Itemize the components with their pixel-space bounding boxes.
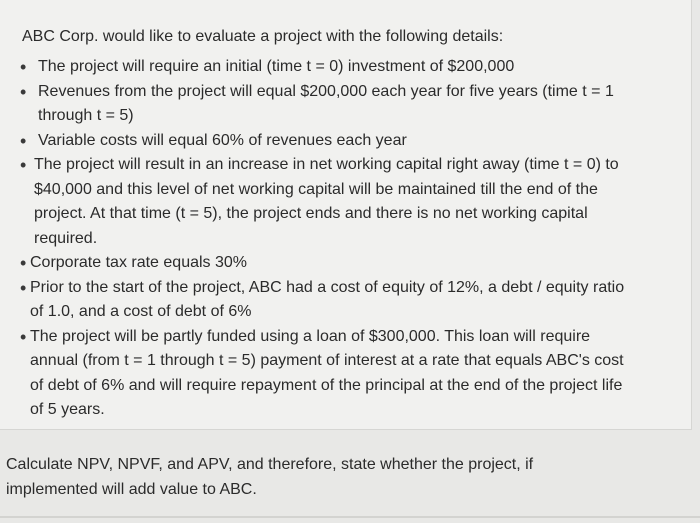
- list-item: [20, 80, 680, 129]
- bullet-icon: •: [20, 253, 27, 273]
- list-item-text: Prior to the start of the project, ABC had a cost of equity of 12%, a debt / equity ratio of 1.0, and a cost of debt of 6%: [30, 278, 625, 320]
- divider: [0, 516, 700, 518]
- bullet-icon: •: [20, 277, 27, 298]
- list-item: [20, 276, 680, 325]
- list-item: [20, 325, 680, 423]
- list-item: [20, 55, 680, 80]
- bullet-icon: •: [20, 57, 27, 77]
- list-item-text: The project will be partly funded using a loan of $300,000. This loan will require annual (from t = 1 through t = 5) payment of interest at a rate that equals ABC's cost of debt of 6% and will require repayment of the principal at the end of the project life of 5 years.: [30, 327, 624, 418]
- list-item: [20, 153, 680, 251]
- bullet-icon: •: [20, 326, 27, 347]
- bullet-icon: •: [20, 155, 27, 175]
- bullet-icon: •: [20, 130, 27, 151]
- bullet-icon: •: [20, 81, 27, 102]
- list-item-text: Revenues from the project will equal $200,000 each year for five years (time t = 1 through t = 5): [38, 82, 614, 124]
- list-item-text: Variable costs will equal 60% of revenues each year: [38, 131, 407, 149]
- details-list: [20, 55, 680, 423]
- list-item: [20, 129, 680, 154]
- list-item: [20, 251, 680, 276]
- list-item-text: The project will require an initial (time t = 0) investment of $200,000: [38, 58, 515, 75]
- list-item-text: The project will result in an increase in net working capital right away (time t = 0) to $40,000 and this level of net working capital will be maintained till the end of the project. At that time (t = 5), the project ends and there is no net working capital required.: [34, 156, 619, 247]
- list-item-text: Corporate tax rate equals 30%: [30, 254, 248, 271]
- question-text: Calculate NPV, NPVF, and APV, and therefore, state whether the project, if implemented will add value to ABC.: [6, 456, 534, 498]
- intro-text: ABC Corp. would like to evaluate a project with the following details:: [22, 28, 504, 45]
